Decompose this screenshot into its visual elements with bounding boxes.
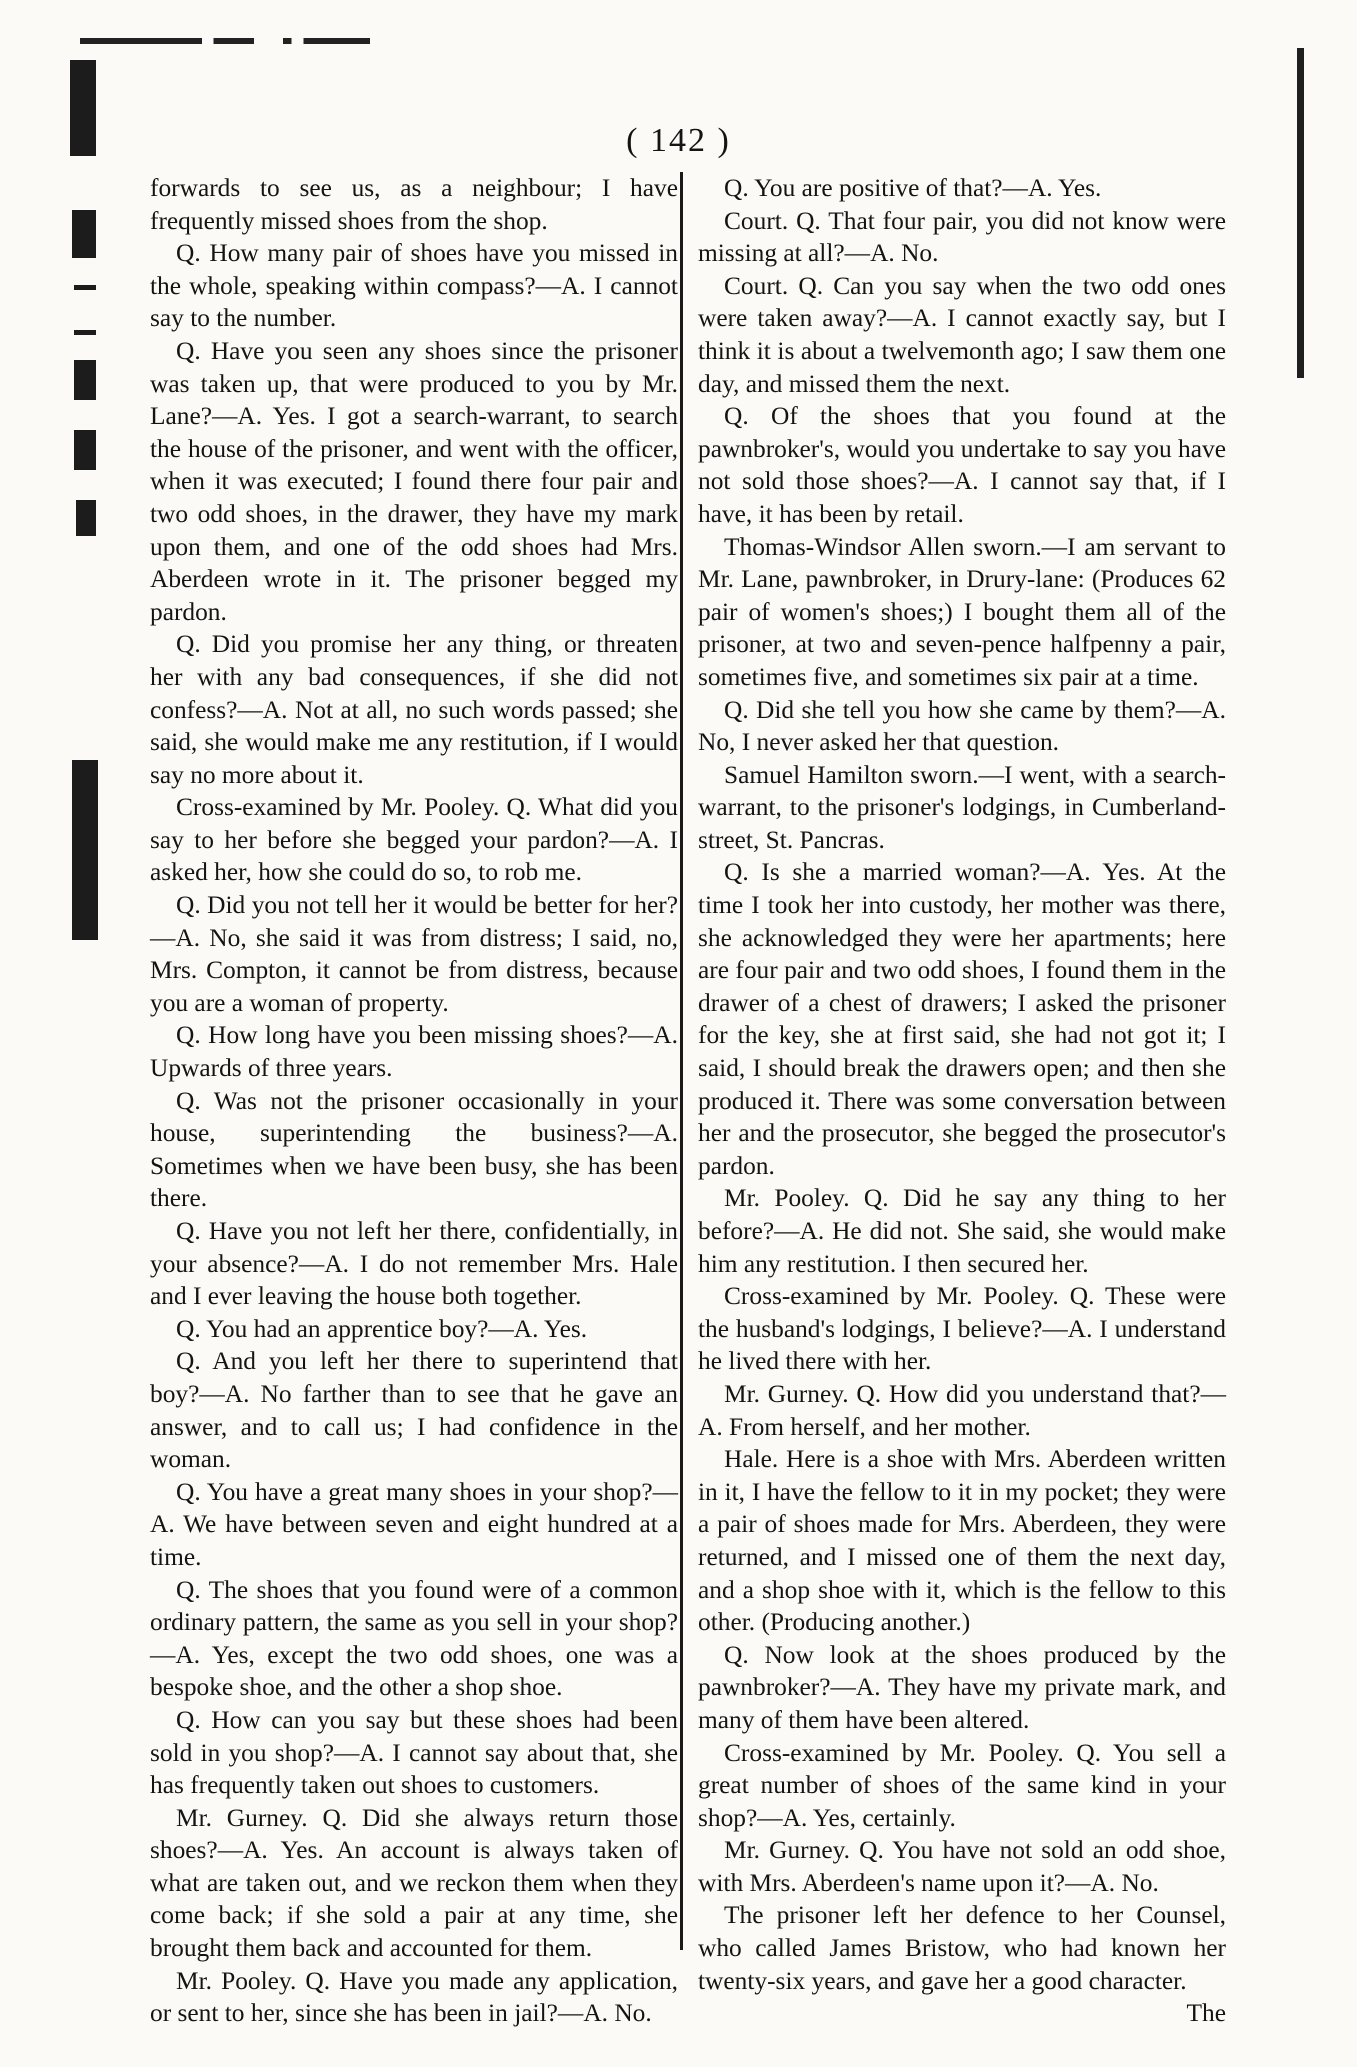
paragraph: Q. Did you promise her any thing, or threaten her with any bad consequences, if she did not confess?—A. Not at all, no such words passed; she said, she would make me any restitution, if I would say no more about it.: [150, 630, 678, 789]
right-column: [698, 172, 1226, 2030]
paragraph: Q. And you left her there to superintend that boy?—A. No farther than to see that he gave an answer, and to call us; I had confidence in the woman.: [150, 1347, 678, 1474]
right-edge-bar: [1297, 48, 1304, 378]
paragraph: Thomas-Windsor Allen sworn.—I am servant to Mr. Lane, pawnbroker, in Drury-lane: (Produces 62 pair of women's shoes;) I bought them all of the prisoner, at two and seven-pence halfpenny a pair, sometimes five, and sometimes six pair at a time.: [698, 532, 1226, 691]
paragraph: Q. Of the shoes that you found at the pawnbroker's, would you undertake to say you have not sold those shoes?—A. I cannot say that, if I have, it has been by retail.: [698, 402, 1226, 528]
paragraph: Cross-examined by Mr. Pooley. Q. You sell a great number of shoes of the same kind in your shop?—A. Yes, certainly.: [698, 1738, 1226, 1832]
paragraph: Q. Did you not tell her it would be better for her?—A. No, she said it was from distress; I said, no, Mrs. Compton, it cannot be from distress, because you are a woman of property.: [150, 891, 678, 1017]
paragraph: Q. How long have you been missing shoes?—A. Upwards of three years.: [150, 1021, 678, 1083]
paragraph: Q. You have a great many shoes in your shop?—A. We have between seven and eight hundred at a time.: [150, 1477, 678, 1571]
paragraph: Mr. Pooley. Q. Did he say any thing to her before?—A. He did not. She said, she would make him any restitution. I then secured her.: [698, 1184, 1226, 1278]
paragraph: forwards to see us, as a neighbour; I have frequently missed shoes from the shop.: [150, 174, 678, 235]
paragraph: Mr. Gurney. Q. How did you understand that?—A. From herself, and her mother.: [698, 1379, 1226, 1441]
paragraph: Mr. Gurney. Q. Did she always return those shoes?—A. Yes. An account is always taken of what are taken out, and we reckon them when they come back; if she sold a pair at any time, she brought them back and accounted for them.: [150, 1803, 678, 1963]
paragraph: Q. Was not the prisoner occasionally in your house, superintending the business?—A. Sometimes when we have been busy, she has been there.: [150, 1086, 678, 1213]
paragraph: Q. Have you not left her there, confidentially, in your absence?—A. I do not remember Mrs. Hale and I ever leaving the house both together.: [150, 1217, 678, 1311]
paragraph: Samuel Hamilton sworn.—I went, with a search-warrant, to the prisoner's lodgings, in Cumberland-street, St. Pancras.: [698, 760, 1226, 854]
paragraph: The prisoner left her defence to her Counsel, who called James Bristow, who had known her twenty-six years, and gave her a good character.: [698, 1901, 1226, 1995]
top-rule: [80, 38, 370, 44]
paragraph: Mr. Gurney. Q. You have not sold an odd shoe, with Mrs. Aberdeen's name upon it?—A. No.: [698, 1836, 1226, 1897]
binding-edge-marks: [70, 60, 100, 1910]
paragraph: Q. The shoes that you found were of a common ordinary pattern, the same as you sell in your shop?—A. Yes, except the two odd shoes, one was a bespoke shoe, and the other a shop shoe.: [150, 1575, 678, 1702]
paragraph: Court. Q. That four pair, you did not know were missing at all?—A. No.: [698, 206, 1226, 268]
paragraph: Q. How many pair of shoes have you missed in the whole, speaking within compass?—A. I cannot say to the number.: [150, 239, 678, 333]
paragraph: Q. How can you say but these shoes had been sold in you shop?—A. I cannot say about that, she has frequently taken out shoes to customers.: [150, 1705, 678, 1800]
paragraph: Q. You are positive of that?—A. Yes.: [724, 174, 1102, 202]
paragraph: Cross-examined by Mr. Pooley. Q. These were the husband's lodgings, I believe?—A. I understand he lived there with her.: [698, 1282, 1226, 1376]
paragraph: Court. Q. Can you say when the two odd ones were taken away?—A. I cannot exactly say, but I think it is about a twelvemonth ago; I saw them one day, and missed them the next.: [698, 271, 1226, 398]
paragraph: Q. Is she a married woman?—A. Yes. At the time I took her into custody, her mother was there, she acknowledged they were her apartments; here are four pair and two odd shoes, I found them in the drawer of a chest of drawers; I asked the prisoner for the key, she at first said, she had not got it; I said, I should break the drawers open; and then she produced it. There was some conversation between her and the prosecutor, she begged the prosecutor's pardon.: [698, 858, 1226, 1180]
column-divider: [680, 172, 683, 1950]
catchword: The: [1186, 1999, 1226, 2028]
paragraph: Q. Did she tell you how she came by them?—A. No, I never asked her that question.: [698, 695, 1226, 757]
paragraph: Q. Have you seen any shoes since the prisoner was taken up, that were produced to you by Mr. Lane?—A. Yes. I got a search-warrant, to search the house of the prisoner, and went with the officer, when it was executed; I found there four pair and two odd shoes, in the drawer, they have my mark upon them, and one of the odd shoes had Mrs. Aberdeen wrote in it. The prisoner begged my pardon.: [150, 336, 678, 626]
paragraph: Cross-examined by Mr. Pooley. Q. What did you say to her before she begged your pardon?—A. I asked her, how she could do so, to rob me.: [150, 793, 678, 887]
paragraph: Q. Now look at the shoes produced by the pawnbroker?—A. They have my private mark, and many of them have been altered.: [698, 1640, 1226, 1734]
page-number: ( 142 ): [626, 122, 731, 159]
paragraph: Mr. Pooley. Q. Have you made any application, or sent to her, since she has been in jail?—A. No.: [150, 1966, 678, 2028]
left-column: [150, 172, 678, 2030]
paragraph: Q. You had an apprentice boy?—A. Yes.: [176, 1314, 588, 1343]
paragraph: Hale. Here is a shoe with Mrs. Aberdeen written in it, I have the fellow to it in my pocket; they were a pair of shoes made for Mrs. Aberdeen, they were returned, and I missed one of them the next day, and a shop shoe with it, which is the fellow to this other. (Producing another.): [698, 1445, 1226, 1637]
